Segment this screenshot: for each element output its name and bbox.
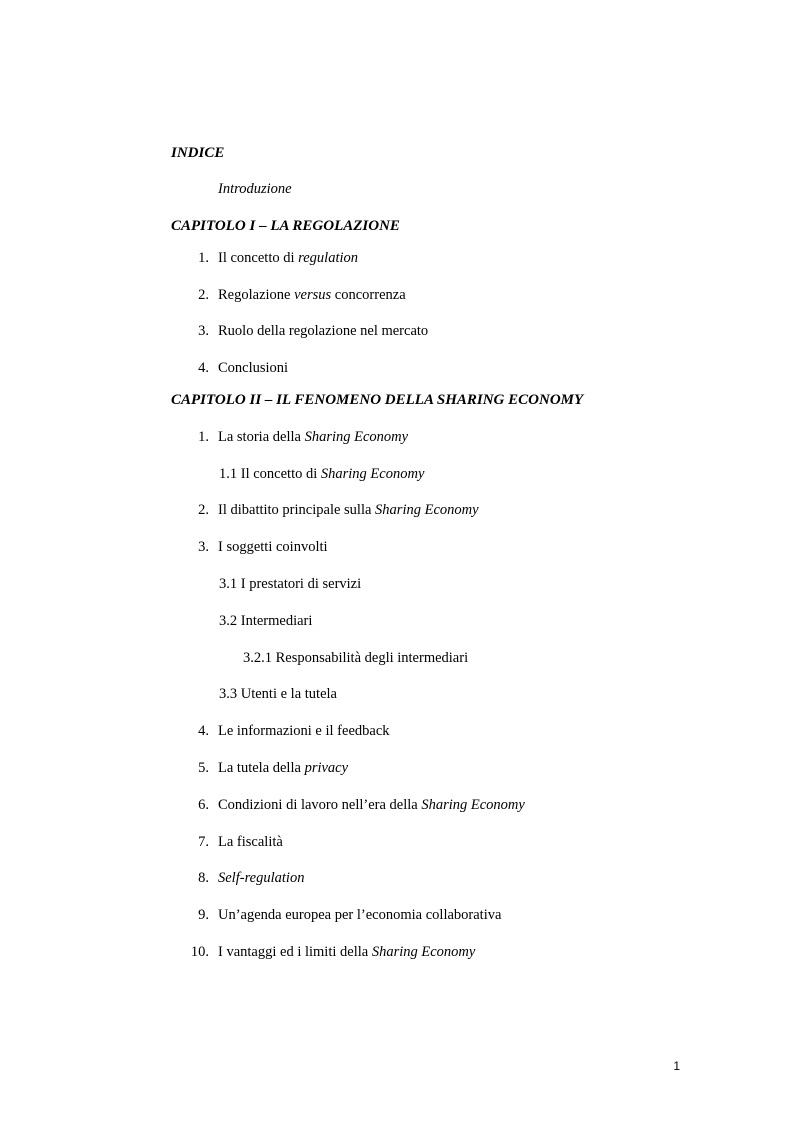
toc-item-number: 6. xyxy=(198,797,209,813)
toc-item-emphasis: Sharing Economy xyxy=(304,429,409,445)
toc-item-text: I vantaggi ed i limiti della xyxy=(218,944,372,960)
toc-subitem xyxy=(219,685,337,703)
toc-item xyxy=(187,538,328,556)
toc-item-number: 2. xyxy=(198,287,209,303)
toc-item-emphasis: regulation xyxy=(298,250,359,266)
toc-subitem xyxy=(219,465,424,483)
toc-item-number: 2. xyxy=(198,502,209,518)
toc-item xyxy=(187,501,479,519)
toc-item-number: 3.3 xyxy=(219,686,238,702)
toc-item xyxy=(187,759,348,777)
toc-item xyxy=(187,286,406,304)
toc-item-emphasis: Sharing Economy xyxy=(371,944,476,960)
toc-item-number: 1. xyxy=(198,250,209,266)
toc-item xyxy=(187,869,304,887)
toc-item-emphasis: privacy xyxy=(304,760,349,776)
toc-item xyxy=(187,943,475,961)
toc-item xyxy=(187,428,408,446)
toc-item-number: 3.2 xyxy=(219,613,238,629)
toc-item xyxy=(187,359,288,377)
index-title: INDICE xyxy=(171,145,225,161)
toc-item-text: Conclusioni xyxy=(218,360,289,376)
toc-item-text: Intermediari xyxy=(240,613,313,629)
page-number: 1 xyxy=(673,1059,680,1073)
toc-item-text: Regolazione xyxy=(218,287,295,303)
toc-item-text: Il concetto di xyxy=(240,466,321,482)
toc-subitem xyxy=(219,575,361,593)
toc-item-text: I prestatori di servizi xyxy=(240,576,362,592)
toc-item-number: 10. xyxy=(190,944,209,960)
toc-introduction: Introduzione xyxy=(218,181,292,197)
toc-item-emphasis: Sharing Economy xyxy=(320,466,425,482)
toc-item-emphasis: Sharing Economy xyxy=(375,502,479,518)
toc-item xyxy=(187,722,390,740)
toc-item-number: 4. xyxy=(198,723,209,739)
toc-item xyxy=(187,906,501,924)
chapter-2-title: CAPITOLO II – IL FENOMENO DELLA SHARING ECONOMY xyxy=(171,392,584,408)
toc-subsubitem xyxy=(243,649,468,667)
toc-item-text: Ruolo della regolazione nel mercato xyxy=(218,323,429,339)
toc-item-text: La tutela della xyxy=(218,760,305,776)
toc-item-emphasis: Sharing Economy xyxy=(421,797,525,813)
toc-item-number: 3. xyxy=(198,323,209,339)
toc-item-text: La storia della xyxy=(218,429,305,445)
toc-item-number: 4. xyxy=(198,360,209,376)
toc-item-number: 1.1 xyxy=(219,466,238,482)
toc-item-number: 3.1 xyxy=(219,576,238,592)
toc-item-text: Le informazioni e il feedback xyxy=(218,723,390,739)
toc-item-text: Il dibattito principale sulla xyxy=(218,502,376,518)
toc-item xyxy=(187,833,283,851)
toc-item-text: La fiscalità xyxy=(218,834,283,850)
toc-item-number: 3.2.1 xyxy=(243,650,272,666)
chapter-1-title: CAPITOLO I – LA REGOLAZIONE xyxy=(171,218,400,234)
toc-item-text: Condizioni di lavoro nell’era della xyxy=(218,797,422,813)
toc-item-number: 9. xyxy=(198,907,209,923)
toc-item xyxy=(187,322,428,340)
toc-subitem xyxy=(219,612,312,630)
toc-item-text-after: concorrenza xyxy=(331,287,406,303)
toc-item-emphasis: versus xyxy=(294,287,332,303)
toc-item-text: Utenti e la tutela xyxy=(240,686,337,702)
toc-item-text: I soggetti coinvolti xyxy=(218,539,328,555)
toc-item-text: Un’agenda europea per l’economia collaborativa xyxy=(218,907,502,923)
toc-item-number: 5. xyxy=(198,760,209,776)
toc-item-number: 7. xyxy=(198,834,209,850)
toc-item-text: Il concetto di xyxy=(218,250,299,266)
toc-item-number: 8. xyxy=(198,870,209,886)
toc-item xyxy=(187,249,358,267)
toc-item xyxy=(187,796,525,814)
toc-item-emphasis: Self-regulation xyxy=(218,870,305,886)
toc-item-number: 3. xyxy=(198,539,209,555)
toc-item-number: 1. xyxy=(198,429,209,445)
toc-item-text: Responsabilità degli intermediari xyxy=(275,650,469,666)
